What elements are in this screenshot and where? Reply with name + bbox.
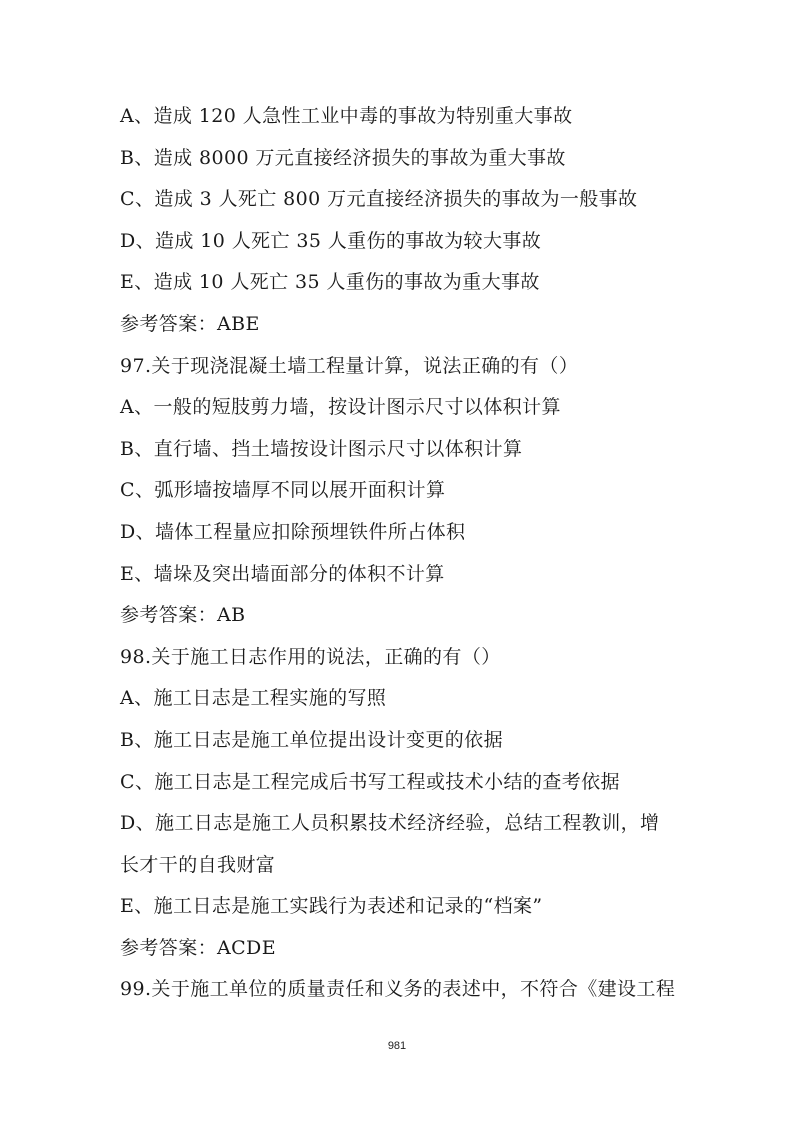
text-line: D、造成 10 人死亡 35 人重伤的事故为较大事故 — [120, 229, 542, 252]
text-line: C、造成 3 人死亡 800 万元直接经济损失的事故为一般事故 — [120, 188, 638, 211]
question-line: 98.关于施工日志作用的说法，正确的有（） — [120, 645, 501, 668]
text-line: E、施工日志是施工实践行为表述和记录的“档案” — [120, 895, 543, 918]
text-line: E、墙垛及突出墙面部分的体积不计算 — [120, 562, 445, 585]
answer-line: 参考答案：ABE — [120, 312, 260, 335]
text-line: D、施工日志是施工人员积累技术经济经验，总结工程教训，增 — [120, 812, 660, 835]
answer-line: 参考答案：AB — [120, 604, 246, 627]
text-line: A、一般的短肢剪力墙，按设计图示尺寸以体积计算 — [120, 396, 561, 419]
text-line: E、造成 10 人死亡 35 人重伤的事故为重大事故 — [120, 271, 540, 294]
question-line: 97.关于现浇混凝土墙工程量计算，说法正确的有（） — [120, 354, 579, 377]
document-body — [120, 96, 680, 1011]
text-line: B、造成 8000 万元直接经济损失的事故为重大事故 — [120, 146, 566, 169]
question-line: 99.关于施工单位的质量责任和义务的表述中，不符合《建设工程 — [120, 978, 676, 1001]
text-line: B、直行墙、挡土墙按设计图示尺寸以体积计算 — [120, 437, 523, 460]
text-line: B、施工日志是施工单位提出设计变更的依据 — [120, 728, 503, 751]
text-line: D、墙体工程量应扣除预埋铁件所占体积 — [120, 520, 466, 543]
text-line: 长才干的自我财富 — [120, 853, 276, 876]
text-line: C、弧形墙按墙厚不同以展开面积计算 — [120, 479, 446, 502]
text-line: A、施工日志是工程实施的写照 — [120, 687, 387, 710]
answer-line: 参考答案：ACDE — [120, 936, 276, 959]
text-line: C、施工日志是工程完成后书写工程或技术小结的查考依据 — [120, 770, 620, 793]
page-number: 981 — [387, 1040, 407, 1052]
text-line: A、造成 120 人急性工业中毒的事故为特别重大事故 — [120, 105, 573, 127]
